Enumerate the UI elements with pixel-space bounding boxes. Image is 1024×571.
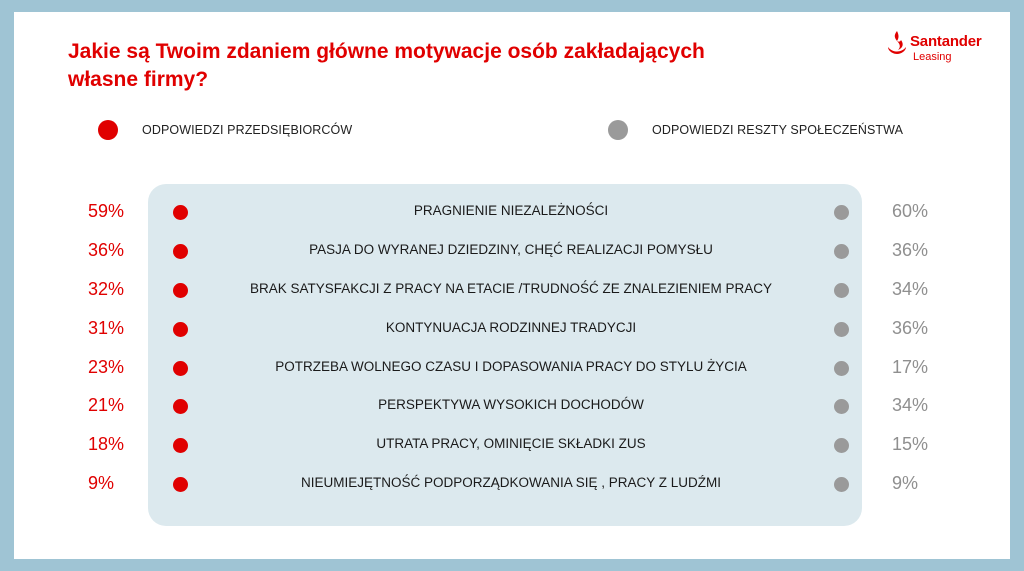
entrepreneurs-dot xyxy=(173,283,188,298)
society-value: 34% xyxy=(892,395,929,416)
table-row xyxy=(14,430,1010,469)
society-value: 60% xyxy=(892,201,929,221)
brand-name: Santander xyxy=(910,33,982,50)
society-dot xyxy=(834,322,849,337)
entrepreneurs-dot xyxy=(173,438,188,453)
entrepreneurs-dot xyxy=(173,477,188,492)
category-label: KONTYNUACJA RODZINNEJ TRADYCJI xyxy=(385,319,637,335)
legend-label: ODPOWIEDZI RESZTY SPOŁECZEŃSTWA xyxy=(652,123,904,137)
table-row xyxy=(14,391,1010,430)
entrepreneurs-dot xyxy=(173,244,188,259)
entrepreneurs-dot xyxy=(173,322,188,337)
entrepreneurs-dot xyxy=(173,205,188,220)
society-dot xyxy=(834,399,849,414)
category-label: PASJA DO WYRANEJ DZIEDZINY, CHĘĆ REALIZACJI POMYSŁU xyxy=(309,241,713,257)
society-value: 9% xyxy=(892,473,919,494)
category-label: UTRATA PRACY, OMINIĘCIE SKŁADKI ZUS xyxy=(376,436,646,452)
legend-dot-red xyxy=(98,120,118,140)
table-row xyxy=(14,469,1010,508)
society-dot xyxy=(834,477,849,492)
category-label: PERSPEKTYWA WYSOKICH DOCHODÓW xyxy=(378,397,644,413)
table-row xyxy=(14,353,1010,392)
entrepreneurs-value: 36% xyxy=(88,239,125,260)
slide xyxy=(14,12,1010,559)
society-dot xyxy=(834,361,849,376)
entrepreneurs-dot xyxy=(173,361,188,376)
society-value: 17% xyxy=(892,356,929,377)
entrepreneurs-value: 18% xyxy=(88,434,125,455)
chart-title: Jakie są Twoim zdaniem główne motywacje osób zakładających własne firmy? xyxy=(68,40,705,91)
legend-society xyxy=(608,118,903,142)
society-value: 36% xyxy=(892,317,929,338)
entrepreneurs-value: 32% xyxy=(88,278,125,299)
legend-label: ODPOWIEDZI PRZEDSIĘBIORCÓW xyxy=(142,123,353,137)
answers-table xyxy=(14,197,1010,508)
flame-icon xyxy=(886,30,908,56)
society-dot xyxy=(834,205,849,220)
category-label: PRAGNIENIE NIEZALEŻNOŚCI xyxy=(413,203,609,218)
society-dot xyxy=(834,438,849,453)
legend-dot-grey xyxy=(608,120,628,140)
table-row xyxy=(14,236,1010,275)
category-label: BRAK SATYSFAKCJI Z PRACY NA ETACIE /TRUDNOŚĆ ZE ZNALEZIENIEM PRACY xyxy=(249,280,773,296)
entrepreneurs-value: 21% xyxy=(88,395,125,416)
category-label: POTRZEBA WOLNEGO CZASU I DOPASOWANIA PRACY DO STYLU ŻYCIA xyxy=(275,358,747,374)
society-dot xyxy=(834,244,849,259)
entrepreneurs-dot xyxy=(173,399,188,414)
entrepreneurs-value: 31% xyxy=(88,317,125,338)
table-row xyxy=(14,314,1010,353)
legend-entrepreneurs xyxy=(98,118,352,142)
entrepreneurs-value: 59% xyxy=(88,201,125,221)
table-row xyxy=(14,275,1010,314)
society-value: 15% xyxy=(892,434,929,455)
table-row xyxy=(14,197,1010,236)
entrepreneurs-value: 23% xyxy=(88,356,125,377)
brand-sub: Leasing xyxy=(913,51,952,63)
society-dot xyxy=(834,283,849,298)
society-value: 34% xyxy=(892,278,929,299)
society-value: 36% xyxy=(892,239,929,260)
entrepreneurs-value: 9% xyxy=(88,473,115,494)
category-label: NIEUMIEJĘTNOŚĆ PODPORZĄDKOWANIA SIĘ , PRACY Z LUDŹMI xyxy=(300,475,722,491)
santander-logo xyxy=(886,28,1006,72)
